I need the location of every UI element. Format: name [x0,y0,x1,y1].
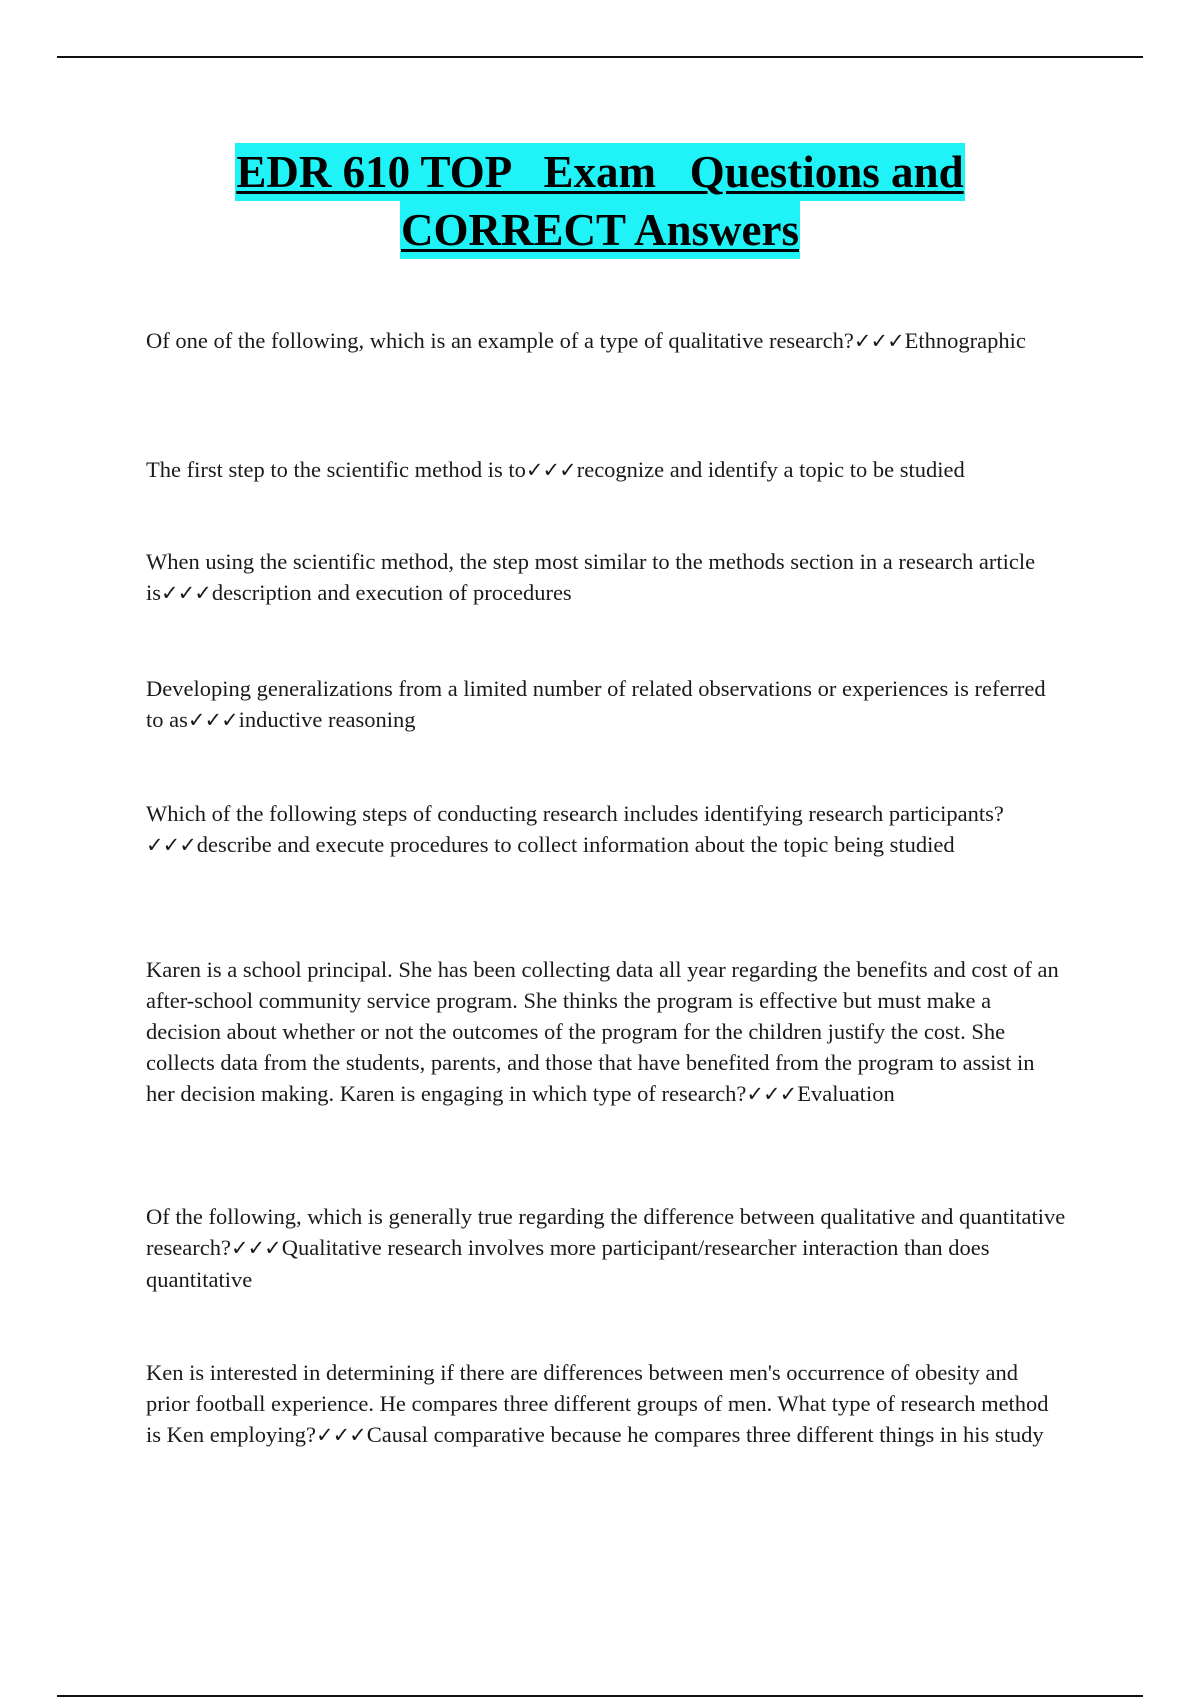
check-marks-icon: ✓✓✓ [525,458,576,482]
question-text: When using the scientific method, the step most similar to the methods section in a research article is [146,549,1036,605]
qa-item-6 [146,954,1066,1110]
qa-item-1 [146,325,1066,357]
check-marks-icon: ✓✓✓ [853,329,904,353]
bottom-rule [57,1695,1143,1697]
top-rule [57,56,1143,58]
check-marks-icon: ✓✓✓ [230,1236,281,1260]
question-text: Which of the following steps of conducting research includes identifying research participants? [146,801,1004,826]
check-marks-icon: ✓✓✓ [315,1423,366,1447]
qa-item-4 [146,673,1066,736]
question-text: Ken is interested in determining if there are differences between men's occurrence of obesity and prior football experience. He compares three different groups of men. What type of research method is Ken employing? [146,1360,1049,1447]
question-text: Developing generalizations from a limited number of related observations or experiences is referred to as [146,676,1046,732]
answer-text: describe and execute procedures to collect information about the topic being studied [196,832,955,857]
question-text: Of the following, which is generally true regarding the difference between qualitative and quantitative research? [146,1204,1066,1260]
title-line-1: EDR 610 TOP Exam Questions and [235,143,964,201]
question-text: The first step to the scientific method is to [146,457,526,482]
qa-item-2 [146,454,1066,486]
check-marks-icon: ✓✓✓ [746,1082,797,1106]
qa-item-3 [146,546,1066,609]
answer-text: recognize and identify a topic to be studied [576,457,965,482]
answer-text: Qualitative research involves more participant/researcher interaction than does quantitative [146,1235,990,1292]
answer-text: inductive reasoning [238,707,416,732]
document-title [0,143,1200,259]
answer-text: Ethnographic [904,328,1026,353]
check-marks-icon: ✓✓✓ [161,581,211,605]
answer-text: Causal comparative because he compares three different things in his study [366,1422,1044,1447]
check-marks-icon: ✓✓✓ [187,708,238,732]
title-line-2: CORRECT Answers [400,201,800,259]
question-text: Karen is a school principal. She has been collecting data all year regarding the benefits and cost of an after-school community service program. She thinks the program is effective but must make a decision about whether or not the outcomes of the program for the children justify the cost. She collects data from the students, parents, and those that have benefited from the program to assist in her decision making. Karen is engaging in which type of research? [146,957,1059,1106]
qa-item-7 [146,1201,1066,1295]
question-text: Of one of the following, which is an example of a type of qualitative research? [146,328,854,353]
answer-text: Evaluation [797,1081,895,1106]
qa-item-5 [146,798,1066,861]
check-marks-icon: ✓✓✓ [146,833,196,857]
qa-item-8 [146,1357,1066,1451]
answer-text: description and execution of procedures [211,580,572,605]
